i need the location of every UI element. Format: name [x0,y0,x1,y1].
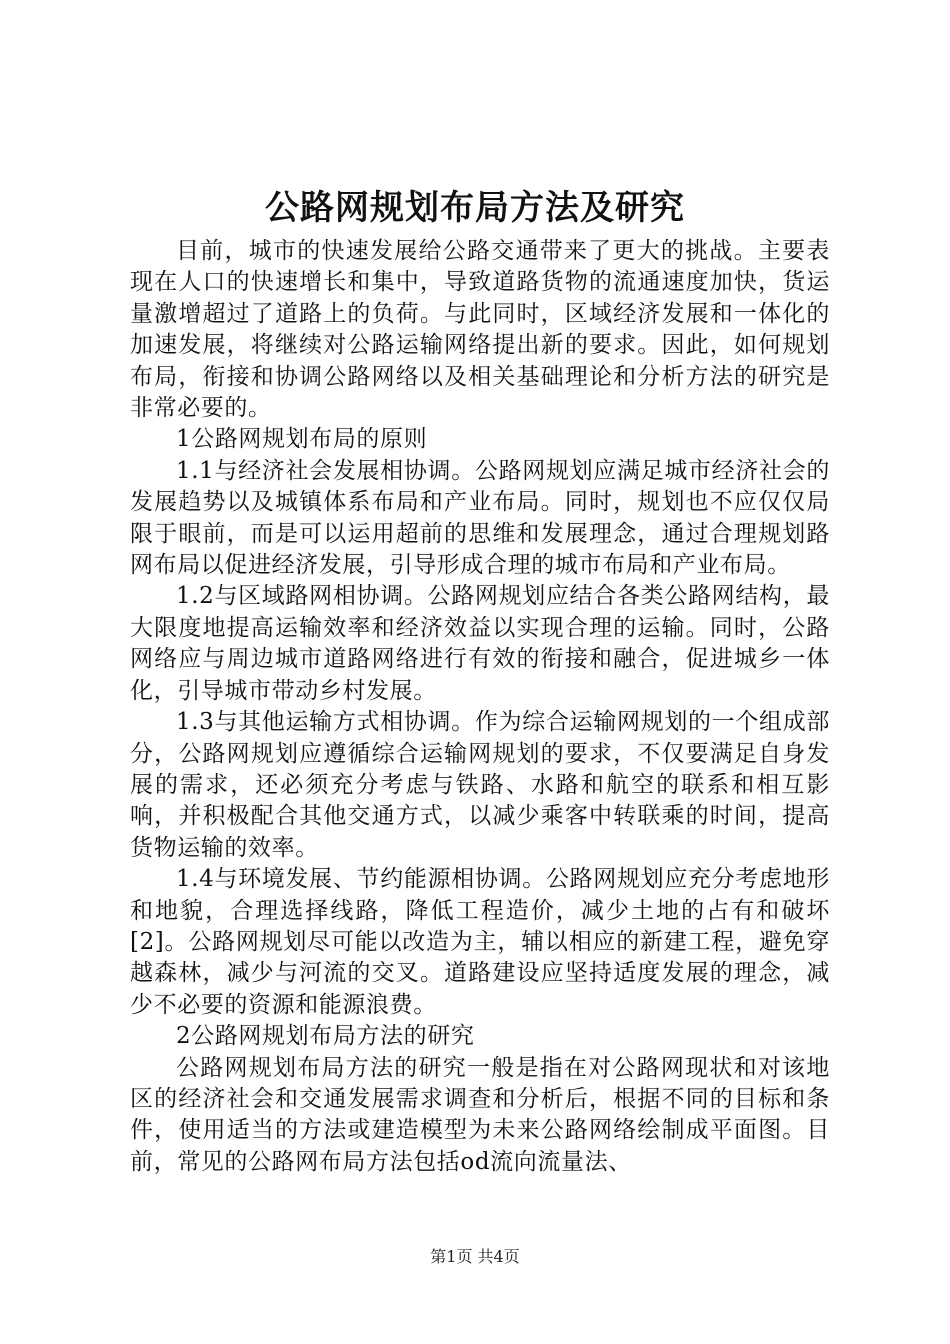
section-heading-1: 1公路网规划布局的原则 [176,426,428,453]
paragraph-intro: 目前，城市的快速发展给公路交通带来了更大的挑战。主要表现在人口的快速增长和集中，导致道路货物的流通速度加快，货运量激增超过了道路上的负荷。与此同时，区域经济发展和一体化的加速发展，将继续对公路运输网络提出新的要求。因此，如何规划布局，衔接和协调公路网络以及相关基础理论和分析方法的研究是非常必要的。 [130,238,830,422]
section-heading-2: 2公路网规划布局方法的研究 [176,1023,475,1050]
paragraph-1-4: 1.4与环境发展、节约能源相协调。公路网规划应充分考虑地形和地貌，合理选择线路，降低工程造价，减少土地的占有和破坏[2]。公路网规划尽可能以改造为主，辅以相应的新建工程，避免穿越森林，减少与河流的交叉。道路建设应坚持适度发展的理念，减少不必要的资源和能源浪费。 [130,866,830,1018]
paragraph-1-3: 1.3与其他运输方式相协调。作为综合运输网规划的一个组成部分，公路网规划应遵循综合运输网规划的要求，不仅要满足自身发展的需求，还必须充分考虑与铁路、水路和航空的联系和相互影响，并积极配合其他交通方式，以减少乘客中转联乘的时间，提高货物运输的效率。 [130,709,830,861]
paragraph-1-1: 1.1与经济社会发展相协调。公路网规划应满足城市经济社会的发展趋势以及城镇体系布局和产业布局。同时，规划也不应仅仅局限于眼前，而是可以运用超前的思维和发展理念，通过合理规划路网布局以促进经济发展，引导形成合理的城市布局和产业布局。 [130,457,830,579]
paragraph-2-intro: 公路网规划布局方法的研究一般是指在对公路网现状和对该地区的经济社会和交通发展需求调查和分析后，根据不同的目标和条件，使用适当的方法或建造模型为未来公路网络绘制成平面图。目前，常见的公路网布局方法包括od流向流量法、 [130,1054,830,1175]
document-body [130,236,830,1178]
page-footer: 第1页 共4页 [430,1247,520,1266]
paragraph-1-2: 1.2与区域路网相协调。公路网规划应结合各类公路网结构，最大限度地提高运输效率和经济效益以实现合理的运输。同时，公路网络应与周边城市道路网络进行有效的衔接和融合，促进城乡一体化，引导城市带动乡村发展。 [130,583,830,704]
document-title: 公路网规划布局方法及研究 [265,188,685,228]
